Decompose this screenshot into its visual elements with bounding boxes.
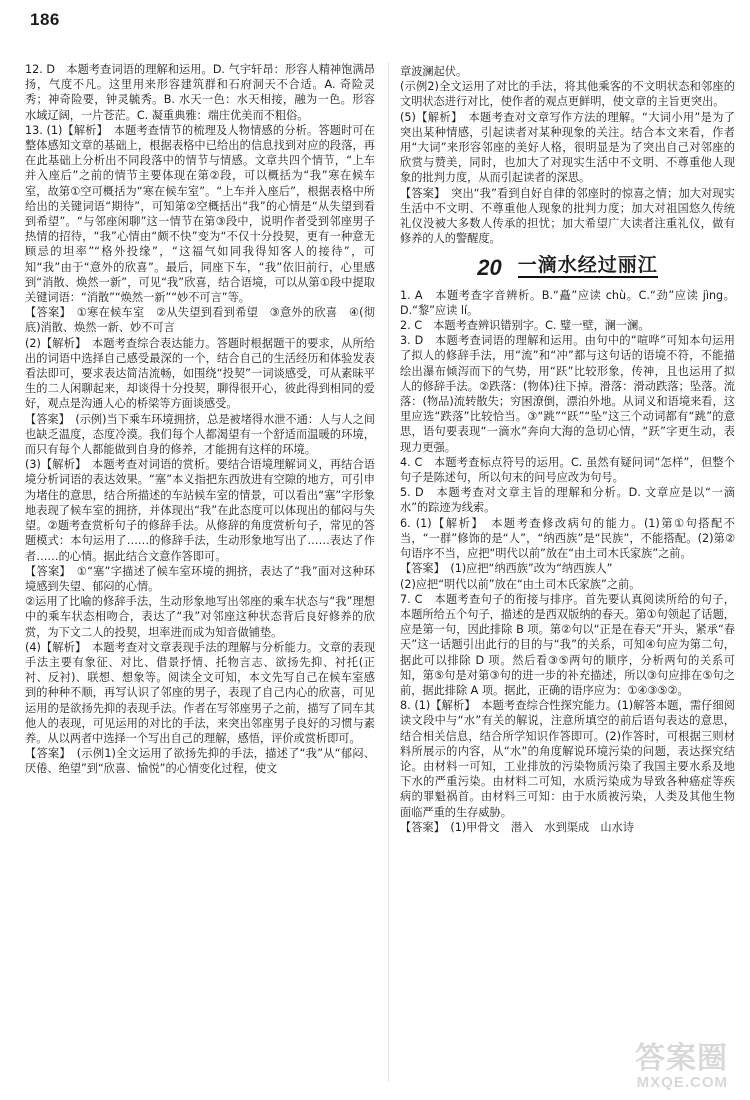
left-column <box>25 62 375 777</box>
section-answer-6-answer-2: (2)应把“明代以前”放在“由土司木氏家族”之前。 <box>400 577 641 591</box>
section-number: 20 <box>477 255 502 281</box>
site-watermark <box>635 1044 728 1092</box>
answer-item-13-2-analysis: (2)【解析】 本题考查综合表达能力。答题时根据题干的要求，从所给出的词语中选择自己感受最深的一个，结合自己的生活经历和体验发表看法即可，要求表达简洁流畅，如围绕“投契”一词谈感受，可从素昧平生的二人闲聊起来，却谈得十分投契，聊得很开心，彼此得到相同的爱好，观点是沟通人心的桥梁等方面谈感受。 <box>25 336 375 411</box>
column-divider <box>388 62 389 1082</box>
answer-item-13-5-analysis: (5)【解析】 本题考查对文章写作方法的理解。“大词小用”是为了突出某种情感，引起读者对某种现象的关注。结合本文来看，作者用“大词”来形容邻座的美好人格，很明显是为了突出自己对邻座的欣赏与赞美，同时，也加大了对现实生活中不文明、不尊重他人现象的批判力度，从而引起读者的深思。 <box>400 110 735 185</box>
section-heading <box>400 254 735 281</box>
section-answer-2: 2. C 本题考查辨识错别字。C. 璧一壁，澜一澜。 <box>400 319 650 333</box>
section-answer-5: 5. D 本题考查对文章主旨的理解和分析。D. 文章应是以“一滴水”的踪迹为线索。 <box>400 486 735 515</box>
answer-continuation: 章波澜起伏。 <box>400 65 468 78</box>
answer-item-13-3-answer-1: 【答案】 ①“塞”字描述了候车室环境的拥挤，表达了“我”面对这种环境感到失望、郁闷的心情。 <box>25 564 375 593</box>
section-answer-1: 1. A 本题考查字音辨析。B.“矗”应读 chù。C.“劲”应读 jìng。D.“黎”应读 lí。 <box>400 288 735 317</box>
answer-item-13-2-answer: 【答案】 (示例)当下乘车环境拥挤，总是被堵得水泄不通：人与人之间也缺乏温度，态度冷漠。我们每个人都渴望有一个舒适而温暖的环境，而只有每个人都能做到自身的修养，才能拥有这样的环境。 <box>25 412 375 457</box>
page-number: 186 <box>30 10 60 29</box>
answer-item-12: 12. D 本题考查词语的理解和运用。D. 气宇轩昂：形容人精神饱满昂扬，气度不凡。这里用来形容建筑群和石府洞天不合适。A. 奇险灵秀；神奇险要，钟灵毓秀。B. 水天一色：水天相接，融为一色。形容水域辽阔，一片苍茫。C. 凝重典雅：端庄优美而不粗俗。 <box>25 63 375 122</box>
section-answer-8-analysis: 8. (1)【解析】 本题考查综合性探究能力。(1)解答本题，需仔细阅读文段中与“水”有关的解说，注意所填空的前后语句表达的意思，结合相关信息，结合所学知识作答即可。(2)作答时，可根据三则材料所展示的内容，从“水”的角度解说环境污染的问题，表达探究结论。由材料一可知，工业排放的污染物质污染了我国主要水系及地下水的严重污染。由材料二可知，水质污染成为导致各种癌症等疾病的罪魁祸首。由材料三可知：由于水质被污染，人类及其他生物面临严重的生存威胁。 <box>400 699 735 819</box>
section-answer-6-analysis: 6. (1)【解析】 本题考查修改病句的能力。(1)第①句搭配不当，“一群”修饰的是“人”，“纳西族”是“民族”，不能搭配。(2)第②句语序不当，应把“明代以前”放在“由土司木氏家族”之前。 <box>400 516 735 561</box>
section-title: 一滴水经过丽江 <box>517 254 658 277</box>
watermark-logo-text: 答案圈 <box>635 1042 728 1075</box>
answer-item-13-3-answer-2: ②运用了比喻的修辞手法，生动形象地写出邻座的乘车状态与“我”理想中的乘车状态相吻合，表达了“我”对邻座这种状态背后良好修养的欣赏，为下文二人的投契，坦率进而成为知音做铺垫。 <box>25 595 375 639</box>
right-column <box>400 64 735 835</box>
watermark-url: MXQE.COM <box>636 1074 728 1091</box>
section-answer-7: 7. C 本题考查句子的衔接与排序。首先要认真阅读所给的句子，本题所给五个句子，描述的是西双版纳的春天。第①句领起了话题，应是第一句，因此排除 B 项。第②句以“正是在春天”开头，紧承“春天”这一话题引出此行的目的与“我”的关系，可知④句应为第二句，据此可以排除 D 项。然后看③⑤两句的顺序，分析两句的关系可知，第⑤句是对第③句的进一步的补充描述，所以③句应排在⑤句之前，据此排除 A 项。据此，正确的语序应为：①④③⑤②。 <box>400 592 735 697</box>
section-answer-3: 3. D 本题考查词语的理解和运用。由句中的“喧哗”可知本句运用了拟人的修辞手法，用“流”和“冲”都与这句话的语境不符，不能描绘出瀑布倾泻而下的气势，用“跃”比较形象，传神，且也运用了拟人的修辞手法。②跌落：(物体)往下掉。滑落：滑动跌落；坠落。流落：(物品)流转散失；穷困潦倒，漂泊外地。从词义和语境来看，这里应选“跌落”比较恰当。③“跳”“跃”“坠”这三个动词都有“跳”的意思，语句要表现“一滴水”奔向大海的急切心情，“跃”字更生动，表现力更强。 <box>400 334 735 454</box>
answer-item-13-3-analysis: (3)【解析】 本题考查对词语的赏析。要结合语境理解词义，再结合语境分析词语的表达效果。“塞”本义指把东西放进有空隙的地方，可引申为堵住的意思，结合所描述的车站候车室的情景，可以看出“塞”字形象地表现了候车室的拥挤，并体现出“我”在此态度可以体现出的郁闷与失望。②题考查赏析句子的修辞手法。从修辞的角度赏析句子，常见的答题模式：本句运用了……的修辞手法，生动形象地写出了……表达了作者……的心情。据此结合文意作答即可。 <box>25 458 375 563</box>
answer-item-13-4-answer: 【答案】 (示例1)全文运用了欲扬先抑的手法，描述了“我”从“郁闷、厌倦、绝望”到“欣喜、愉悦”的心情变化过程，使文 <box>25 747 375 776</box>
answer-item-13-1-answer: 【答案】 ①寒在候车室 ②从失望到看到希望 ③意外的欣喜 ④(彻底)消散、焕然一新、妙不可言 <box>25 306 375 335</box>
answer-item-13-1-analysis: 13. (1)【解析】 本题考查情节的梳理及人物情感的分析。答题时可在整体感知文章的基础上，根据表格中已给出的信息找到对应的段落，再在此基础上分析出不同段落中的情节与情感。文章共四个情节，“上车并入座后”之前的情节主要体现在第②段，可以概括为“我”寒在候车室，故第①空可概括为“寒在候车室”。“上车并入座后”，根据表格中所给出的关键词语“期待”，可知第②空概括出“我”的心情是“从失望到看到希望”。“与邻座闲聊”这一情节在第③段中，说明作者受到邻座男子热情的招待，“我”心情由“颇不快”变为“不仅十分投契，更有一种意无顾忌的坦率”“格外投缘”，“这福气如同我得知客人的接待”，可知“我”由于“意外的欣喜”。最后，同座下车，“我”依旧前行，心里感到“消散、焕然一新”，可见“我”欣喜，结合语境，可以从第①段中提取关键词语：“消散”“焕然一新”“妙不可言”等。 <box>25 123 375 305</box>
section-answer-8-answer: 【答案】 (1)甲骨文 潜入 水到渠成 山水诗 <box>400 820 634 834</box>
answer-item-13-5-answer: 【答案】 突出“我”看到自好自律的邻座时的惊喜之情；加大对现实生活中不文明、不尊重他人现象的批判力度；加大对祖国悠久传统礼仪没被大多数人传承的担忧；加大希望广大读者注重礼仪，做有修养的人的警醒度。 <box>400 186 735 246</box>
answer-item-13-4-analysis: (4)【解析】 本题考查对文章表现手法的理解与分析能力。文章的表现手法主要有象征、对比、借景抒情、托物言志、欲扬先抑、衬托(正衬、反衬)、联想、想象等。阅读全文可知，本文先写自己在候车室感到的种种不顺，再写认识了邻座的男子，表现了自己内心的欣喜，可见运用的是欲扬先抑的表现手法。作者在写邻座男子之前，描写了同车其他人的表现，可见运用的对比的手法，来突出邻座男子良好的习惯与素养。从以两者中选择一个写出自己的理解，感悟，评价或赏析即可。 <box>25 640 375 745</box>
answer-example-2: (示例2)全文运用了对比的手法，将其他乘客的不文明状态和邻座的文明状态进行对比，使作者的观点更鲜明，使文章的主旨更突出。 <box>400 80 735 109</box>
section-answer-6-answer-1: 【答案】 (1)应把“纳西族”改为“纳西族人” <box>400 562 613 576</box>
section-answer-4: 4. C 本题考查标点符号的运用。C. 虽然有疑问词“怎样”，但整个句子是陈述句，所以句末的问号应改为句号。 <box>400 455 735 485</box>
